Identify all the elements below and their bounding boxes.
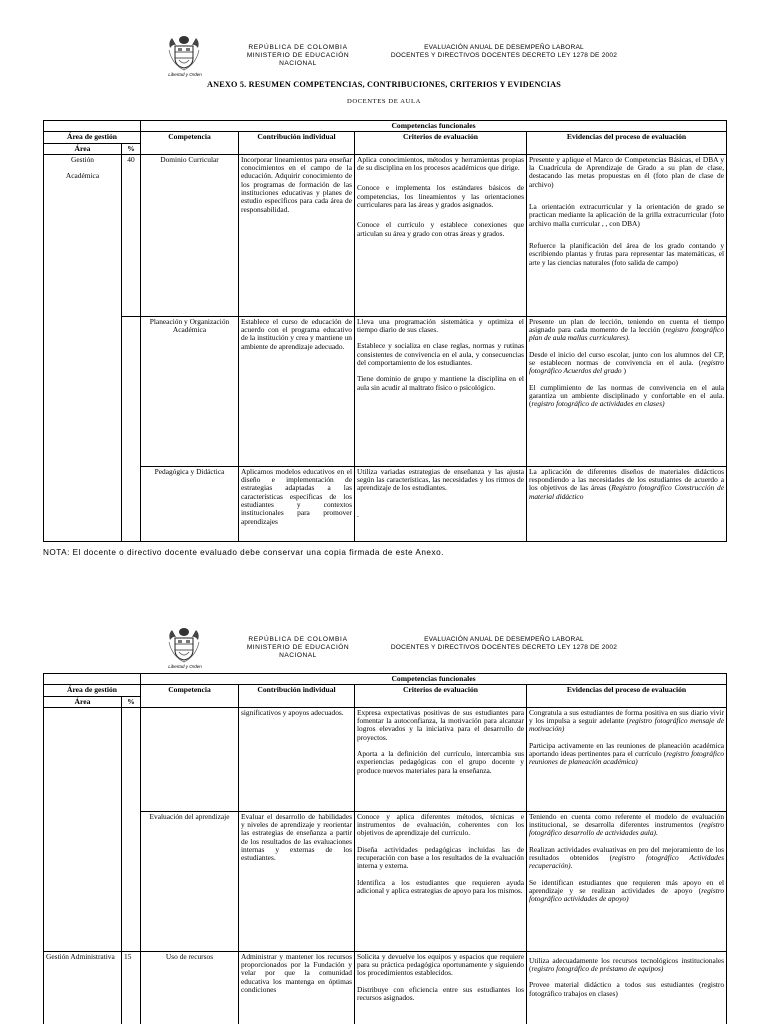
evidencias-header: Evidencias del proceso de evaluación: [527, 685, 727, 708]
competencia-cell: Pedagógica y Didáctica: [141, 466, 239, 541]
area-cell-empty: [44, 707, 122, 951]
contribucion-cell: Administrar y mantener los recursos proporcionados por la Fundación y velar por que la comunidad educativa los mantenga en óptimas condiciones: [239, 951, 355, 1024]
crest-caption: Libertad y Orden: [168, 72, 202, 77]
contribucion-header: Contribución individual: [239, 132, 355, 155]
competencia-cell: [141, 707, 239, 811]
criterios-cell: Expresa expectativas positivas de sus estudiantes para fomentar la autoconfianza, la motivación para alcanzar logros elevados y la iniciativa para el desarrollo de proyectos. Aporta a la definición del currículo, intercambia sus experiencias pedagógicas con el grupo docente y produce nuevos materiales para la enseñanza.: [355, 707, 527, 811]
area-cell: Gestión Administrativa: [44, 951, 122, 1024]
evidencias-cell: Presente y aplique el Marco de Competencias Básicas, el DBA y la Cuadrícula de Aprendizaje de Grado a su plan de clase, destacando las metas propuestas en él (foto plan de clase de archivo) La orientación extracurricular y la orientación de grado se practican mediante la aplicación de la grilla extracurricular (foto archivo malla curricular , , con DBA) Refuerce la planificación del área de los grado contando y escribiendo plantas y frutas para representar las matemáticas, el arte y las ciencias naturales (foto salida de campo): [527, 154, 727, 316]
competencia-header: Competencia: [141, 132, 239, 155]
evaluation-title: EVALUACIÓN ANUAL DE DESEMPEÑO LABORAL DOCENTES Y DIRECTIVOS DOCENTES DECRETO LEY 1278 DE 2002: [390, 636, 618, 651]
area-cell: Gestión Académica: [44, 154, 122, 541]
colombia-coat-of-arms-icon: [166, 626, 202, 666]
criterios-cell: Conoce y aplica diferentes métodos, técnicas e instrumentos de evaluación, coherentes con los objetivos de aprendizaje del currículo. Diseña actividades pedagógicas incluidas las de recuperación con base a los resultados de la evaluación interna y externa. Identifica a los estudiantes que requieren ayuda adicional y aplica estrategias de apoyo para los mismos.: [355, 811, 527, 951]
criterios-header: Criterios de evaluación: [355, 685, 527, 708]
annex-subtitle: DOCENTES DE AULA: [346, 98, 422, 105]
percent-cell: 15: [122, 951, 141, 1024]
competencia-cell: Dominio Curricular: [141, 154, 239, 316]
contribucion-cell: Aplicamos modelos educativos en el diseño e implementación de estrategias adaptadas a las características específicas de los estudiantes y contextos institucionales para promover aprendizajes: [239, 466, 355, 541]
competencia-header: Competencia: [141, 685, 239, 708]
republic-title: REPÚBLICA DE COLOMBIA MINISTERIO DE EDUCACIÓN NACIONAL: [246, 636, 350, 659]
evidencias-cell: La aplicación de diferentes diseños de materiales didácticos respondiendo a las necesidades de los estudiantes de acuerdo a los objetivos de las áreas (Registro fotográfico Construcción de material didáctico: [527, 466, 727, 541]
area-gestion-header: Área de gestión: [44, 685, 141, 696]
criterios-cell: Utiliza variadas estrategias de enseñanza y las ajusta según las características, las necesidades y los ritmos de aprendizaje de los estudiantes. .: [355, 466, 527, 541]
percent-cell-empty: [122, 316, 141, 541]
crest-caption: Libertad y Orden: [168, 664, 202, 669]
functional-competencies-header: Competencias funcionales: [141, 121, 727, 132]
page2-header: [0, 626, 768, 674]
criterios-cell: Aplica conocimientos, métodos y herramientas propias de su disciplina en los procesos académicos que dirige. Conoce e implementa los estándares básicos de competencias, los lineamientos y las orientaciones curriculares para las áreas y grados asignados. Conoce el currículo y establece conexiones que articulan su área y grado con otras áreas y grados.: [355, 154, 527, 316]
note-text: NOTA: El docente o directivo docente evaluado debe conservar una copia firmada de este Anexo.: [43, 548, 444, 557]
area-header: Área: [44, 696, 122, 707]
area-gestion-header: Área de gestión: [44, 132, 141, 143]
evidencias-cell: Congratula a sus estudiantes de forma positiva en sus diario vivir y los impulsa a seguir adelante (registro fotográfico mensaje de motivación) Participa activamente en las reuniones de planeación académica aportando ideas pertinentes para el currículo (registro fotográfico reuniones de planeación académica): [527, 707, 727, 811]
republic-title: REPÚBLICA DE COLOMBIA MINISTERIO DE EDUCACIÓN NACIONAL: [246, 44, 350, 67]
contribucion-cell: significativos y apoyos adecuados.: [239, 707, 355, 811]
contribucion-header: Contribución individual: [239, 685, 355, 708]
colombia-coat-of-arms-icon: [166, 34, 202, 74]
annex-title: ANEXO 5. RESUMEN COMPETENCIAS, CONTRIBUCIONES, CRITERIOS Y EVIDENCIAS: [207, 80, 561, 89]
percent-header: %: [122, 143, 141, 154]
area-header: Área: [44, 143, 122, 154]
page1-header: [0, 34, 768, 82]
criterios-cell: Solicita y devuelve los equipos y espacios que requiere para su práctica pedagógica oportunamente y siguiendo los procedimientos establecidos. Distribuye con eficiencia entre sus estudiantes los recursos asignados.: [355, 951, 527, 1024]
functional-competencies-header: Competencias funcionales: [141, 674, 727, 685]
percent-header: %: [122, 696, 141, 707]
contribucion-cell: Evaluar el desarrollo de habilidades y niveles de aprendizaje y reorientar las estrategias de enseñanza a partir de los resultados de las evaluaciones internas y externas de los estudiantes.: [239, 811, 355, 951]
evidencias-cell: Teniendo en cuenta como referente el modelo de evaluación institucional, se desarrolla diferentes instrumentos (registro fotográfico desarrollo de actividades aula). Realizan actividades evaluativas en pro del mejoramiento de los resultados obtenidos (registro fotográfico Actividades recuperación). Se identifican estudiantes que requieren más apoyo en el aprendizaje y se realizan actividades de apoyo (registro fotográfico actividades de apoyo): [527, 811, 727, 951]
percent-cell: 40: [122, 154, 141, 316]
criterios-header: Criterios de evaluación: [355, 132, 527, 155]
competencia-cell: Evaluación del aprendizaje: [141, 811, 239, 951]
criterios-cell: Lleva una programación sistemática y optimiza el tiempo diario de sus clases. Establece y socializa en clase reglas, normas y rutinas consistentes de convivencia en el aula, y consecuencias del comportamiento de los estudiantes. Tiene dominio de grupo y mantiene la disciplina en el aula sin acudir al maltrato físico o psicológico.: [355, 316, 527, 466]
competencia-cell: Planeación y Organización Académica: [141, 316, 239, 466]
evaluation-title: EVALUACIÓN ANUAL DE DESEMPEÑO LABORAL DOCENTES Y DIRECTIVOS DOCENTES DECRETO LEY 1278 DE 2002: [390, 44, 618, 59]
evidencias-header: Evidencias del proceso de evaluación: [527, 132, 727, 155]
percent-cell-empty: [122, 707, 141, 951]
evidencias-cell: Presente un plan de lección, teniendo en cuenta el tiempo asignado para cada momento de la lección (registro fotográfico plan de aula mallas curriculares). Desde el inicio del curso escolar, junto con los alumnos del CP, se establecen normas de convivencia en el aula. (registro fotográfico Acuerdos del grado ) El cumplimiento de las normas de convivencia en el aula garantiza un ambiente disciplinado y confortable en el aula. (registro fotográfico de actividades en clases): [527, 316, 727, 466]
competencia-cell: Uso de recursos: [141, 951, 239, 1024]
contribucion-cell: Establece el curso de educación de acuerdo con el programa educativo de la institución y crea y mantiene un ambiente de aprendizaje adecuado.: [239, 316, 355, 466]
competencies-table-page1: [43, 120, 727, 542]
contribucion-cell: Incorporar lineamientos para enseñar conocimientos en el campo de la educación. Adquirir conocimiento de los programas de formación de las instituciones educativas y planes de estudio específicos para cada área de responsabilidad.: [239, 154, 355, 316]
competencies-table-page2: [43, 673, 727, 1024]
evidencias-cell: Utiliza adecuadamente los recursos tecnológicos institucionales (registro fotográfico de préstamo de equipos) Provee material didáctico a todos sus estudiantes (registro fotográfico trabajos en clases): [527, 951, 727, 1024]
